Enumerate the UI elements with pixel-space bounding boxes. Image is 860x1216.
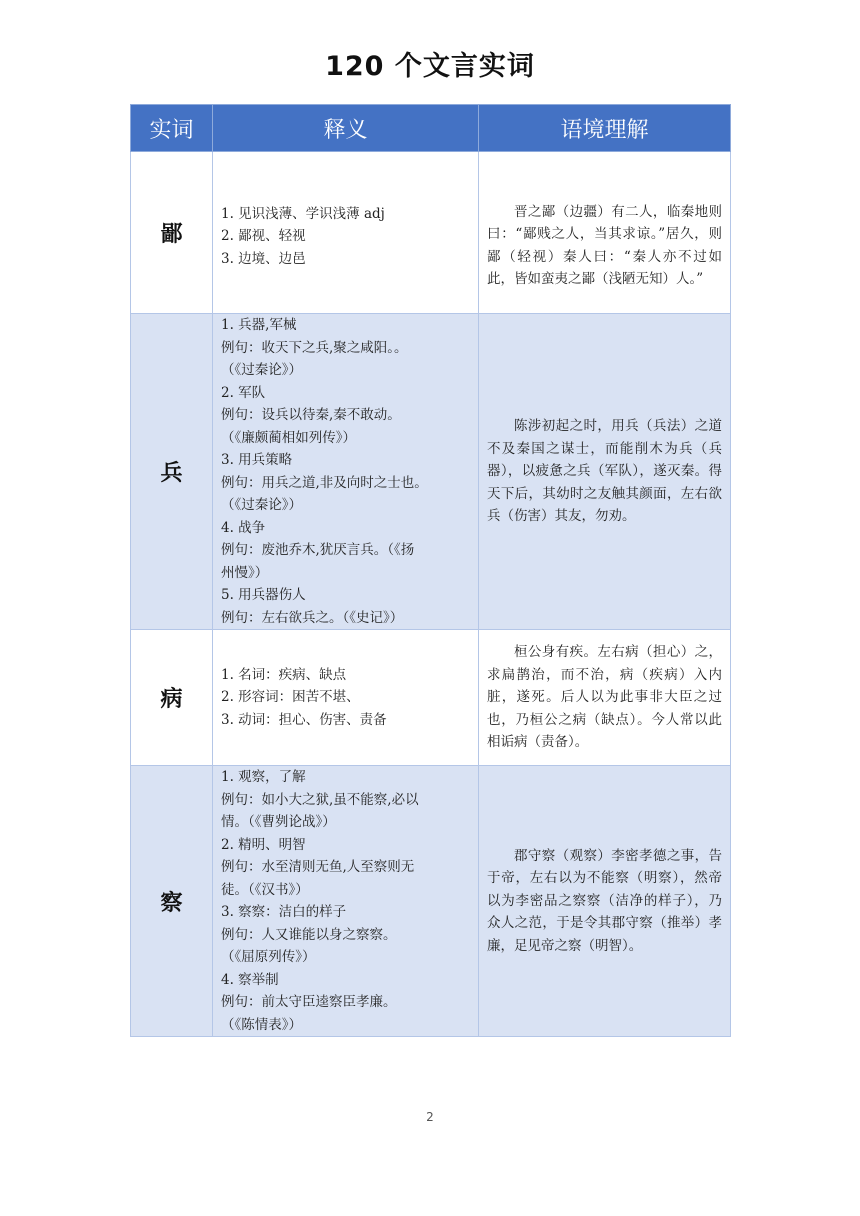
word-cell: 鄙: [131, 152, 213, 314]
meaning-line: 4. 战争: [221, 519, 266, 536]
meaning-line: （《屈原列传》）: [221, 949, 316, 965]
meaning-line: 例句：用兵之道,非及向时之士也。: [221, 474, 428, 491]
table-row: [131, 766, 731, 1037]
meaning-cell: [213, 152, 479, 314]
meaning-line: （《廉颇蔺相如列传》）: [221, 429, 356, 446]
meaning-cell: [213, 314, 479, 630]
meaning-line: 4. 察举制: [221, 971, 279, 988]
meaning-line: 州慢》）: [221, 564, 269, 581]
meaning-line: 2. 鄙视、轻视: [221, 228, 306, 245]
meaning-line: 2. 精明、明智: [221, 836, 306, 853]
header-meaning: 释义: [213, 105, 479, 152]
meaning-line: 2. 军队: [221, 384, 266, 401]
table-row: [131, 630, 731, 766]
context-text: 陈涉初起之时，用兵（兵法）之道不及秦国之谋士，而能削木为兵（兵器），以疲惫之兵（军队），遂灭秦。得天下后，其幼时之友触其颜面，左右欲兵（伤害）其友，勿劝。: [487, 418, 722, 525]
meaning-line: 例句：收天下之兵,聚之咸阳。。: [221, 339, 408, 356]
meaning-line: 3. 察察：洁白的样子: [221, 904, 347, 920]
meaning-line: 3. 动词：担心、伤害、责备: [221, 711, 387, 728]
meaning-line: 3. 用兵策略: [221, 452, 293, 468]
meaning-line: 1. 兵器,军械: [221, 317, 297, 333]
context-text: 晋之鄙（边疆）有二人，临秦地则曰：“鄙贱之人，当其求谅。”居久，则鄙（轻视）秦人曰：“秦人亦不过如此，皆如蛮夷之鄙（浅陋无知）人。”: [487, 203, 722, 287]
table-header-row: [131, 105, 731, 152]
meaning-line: 例句：前太守臣逵察臣孝廉。: [221, 994, 397, 1010]
table-row: [131, 152, 731, 314]
meaning-line: （《过秦论》）: [221, 497, 302, 513]
meaning-line: 情。（《曹刿论战》）: [221, 814, 336, 830]
meaning-line: 例句：水至清则无鱼,人至察则无: [221, 859, 415, 875]
meaning-line: 1. 见识浅薄、学识浅薄 adj: [221, 205, 385, 222]
context-text: 桓公身有疾。左右病（担心）之，求扁鹊治，而不治，病（疾病）入内脏，遂死。后人以为此事非大臣之过也，乃桓公之病（缺点）。今人常以此相诟病（责备）。: [487, 644, 722, 751]
context-cell: [479, 766, 731, 1037]
meaning-line: 例句：如小大之狱,虽不能察,必以: [221, 791, 419, 808]
header-context: 语境理解: [479, 105, 731, 152]
context-cell: [479, 630, 731, 766]
meaning-line: （《陈情表》）: [221, 1016, 302, 1033]
word-cell: 兵: [131, 314, 213, 630]
page-title: 120 个文言实词: [325, 51, 535, 82]
vocabulary-table: [130, 104, 731, 1037]
context-cell: [479, 152, 731, 314]
meaning-cell: [213, 630, 479, 766]
word-cell: 病: [131, 630, 213, 766]
meaning-line: 例句：左右欲兵之。（《史记》）: [221, 609, 404, 626]
meaning-line: 5. 用兵器伤人: [221, 587, 306, 603]
header-word: 实词: [131, 105, 213, 152]
meaning-line: 1. 名词：疾病、缺点: [221, 666, 347, 683]
meaning-line: 2. 形容词：困苦不堪、: [221, 689, 360, 706]
meaning-line: 1. 观察，了解: [221, 769, 306, 785]
meaning-cell: [213, 766, 479, 1037]
context-cell: [479, 314, 731, 630]
meaning-line: 3. 边境、边邑: [221, 250, 306, 267]
meaning-line: （《过秦论》）: [221, 362, 302, 378]
table-row: [131, 314, 731, 630]
meaning-line: 例句：设兵以待秦,秦不敢动。: [221, 407, 401, 423]
page-number: 2: [426, 1110, 434, 1124]
meaning-line: 例句：废池乔木,犹厌言兵。（《扬: [221, 542, 415, 558]
word-cell: 察: [131, 766, 213, 1037]
meaning-line: 徒。（《汉书》）: [221, 881, 309, 898]
meaning-line: 例句：人又谁能以身之察察。: [221, 926, 397, 943]
context-text: 郡守察（观察）李密孝德之事，告于帝，左右以为不能察（明察），然帝以为李密品之察察（洁净的样子），乃众人之范，于是令其郡守察（推举）孝廉，足见帝之察（明智）。: [487, 847, 722, 954]
